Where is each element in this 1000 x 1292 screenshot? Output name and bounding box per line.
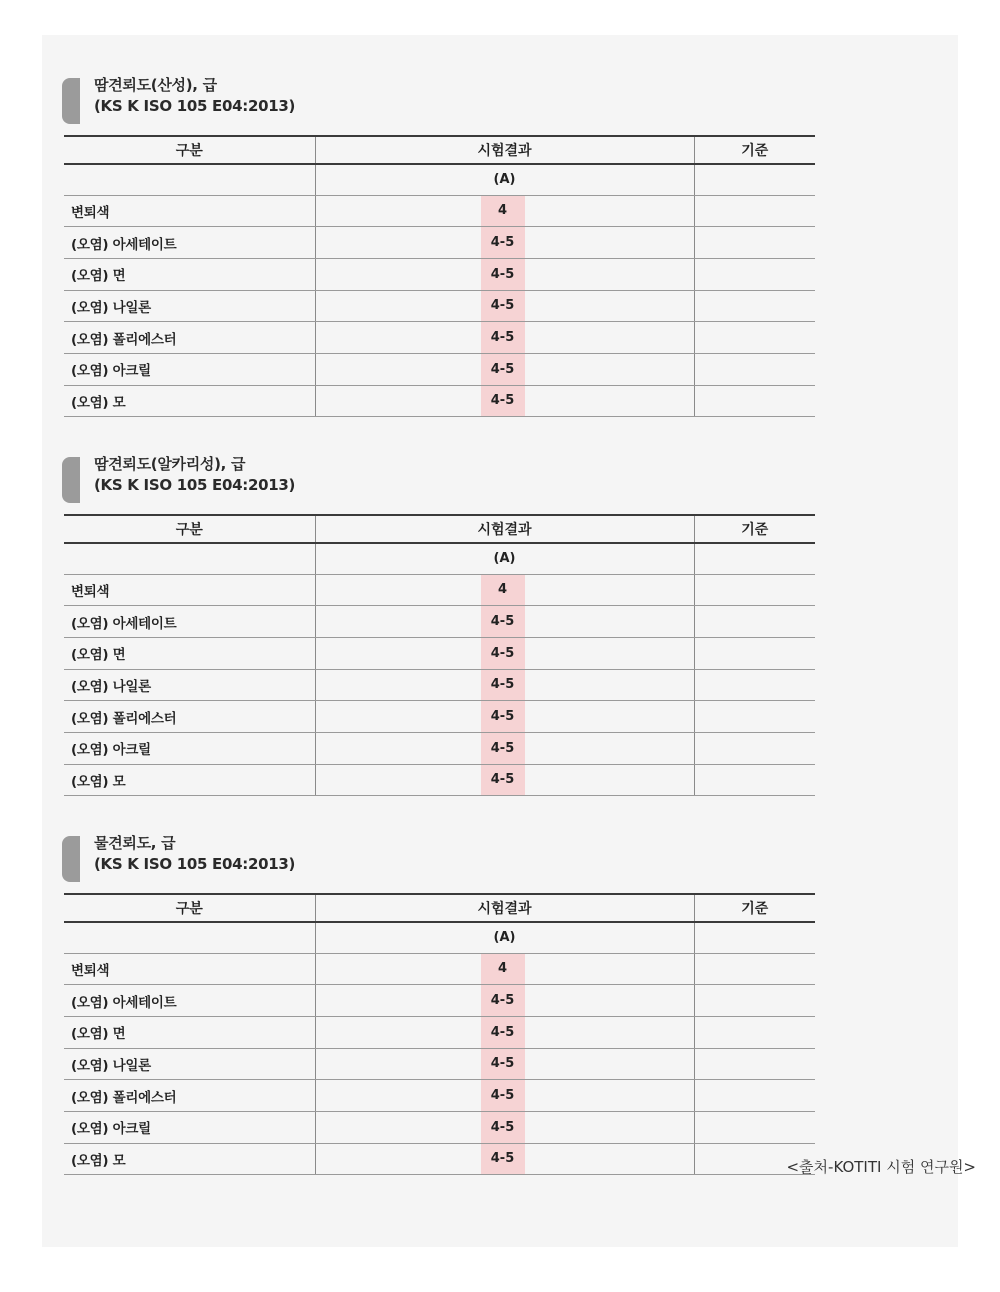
criterion-cell [694, 701, 815, 733]
row-label: (오염) 모 [64, 385, 315, 417]
result-value: 4-5 [490, 235, 515, 251]
result-cell [315, 985, 694, 1017]
result-value: 4-5 [490, 993, 515, 1009]
result-cell [315, 353, 694, 385]
result-table [64, 893, 815, 1175]
sample-label: (A) [315, 922, 694, 953]
criterion-cell [694, 290, 815, 322]
row-label: (오염) 나일론 [64, 290, 315, 322]
result-cell [315, 764, 694, 796]
result-cell [315, 701, 694, 733]
criterion-cell [694, 1111, 815, 1143]
header-test-result: 시험결과 [315, 136, 694, 164]
criterion-cell [694, 1016, 815, 1048]
result-value: 4-5 [490, 1088, 515, 1104]
row-label: 변퇴색 [64, 574, 315, 606]
table-row [64, 290, 815, 322]
row-label: (오염) 면 [64, 258, 315, 290]
section-heading [64, 832, 815, 882]
row-label: (오염) 폴리에스터 [64, 701, 315, 733]
header-test-result: 시험결과 [315, 515, 694, 543]
row-label: (오염) 아세테이트 [64, 227, 315, 259]
heading-marker [62, 457, 80, 503]
table-row [64, 985, 815, 1017]
result-value: 4-5 [490, 393, 515, 409]
row-label: (오염) 폴리에스터 [64, 1080, 315, 1112]
source-note: <출처-KOTITI 시험 연구원> [786, 1158, 976, 1176]
table-row [64, 1016, 815, 1048]
table-row [64, 637, 815, 669]
row-label: (오염) 아세테이트 [64, 606, 315, 638]
criterion-cell [694, 258, 815, 290]
header-criterion: 기준 [694, 894, 815, 922]
header-criterion: 기준 [694, 136, 815, 164]
sample-label: (A) [315, 164, 694, 195]
criterion-cell [694, 1048, 815, 1080]
section-title: 땀견뢰도(알카리성), 급 [94, 455, 246, 473]
result-cell [315, 195, 694, 227]
result-value: 4-5 [490, 772, 515, 788]
result-cell [315, 385, 694, 417]
result-cell [315, 606, 694, 638]
row-label: 변퇴색 [64, 195, 315, 227]
row-label: (오염) 모 [64, 764, 315, 796]
table-row [64, 669, 815, 701]
result-value: 4-5 [490, 614, 515, 630]
result-value: 4-5 [490, 266, 515, 282]
header-category: 구분 [64, 894, 315, 922]
row-label: (오염) 모 [64, 1143, 315, 1175]
criterion-cell [694, 764, 815, 796]
heading-marker [62, 836, 80, 882]
result-cell [315, 953, 694, 985]
test-section [64, 74, 815, 411]
table-row [64, 258, 815, 290]
result-cell [315, 732, 694, 764]
result-cell [315, 1048, 694, 1080]
criterion-cell [694, 195, 815, 227]
row-label: (오염) 아세테이트 [64, 985, 315, 1017]
criterion-cell [694, 574, 815, 606]
row-label: (오염) 면 [64, 637, 315, 669]
result-value: 4 [497, 582, 508, 598]
criterion-cell [694, 985, 815, 1017]
table-row [64, 353, 815, 385]
table-row [64, 385, 815, 417]
result-value: 4-5 [490, 361, 515, 377]
result-cell [315, 290, 694, 322]
table-row [64, 606, 815, 638]
criterion-cell [694, 1080, 815, 1112]
result-cell [315, 574, 694, 606]
section-standard: (KS K ISO 105 E04:2013) [94, 97, 296, 115]
table-row [64, 1048, 815, 1080]
result-value: 4 [497, 203, 508, 219]
criterion-cell [694, 227, 815, 259]
criterion-cell [694, 637, 815, 669]
result-table [64, 135, 815, 417]
criterion-cell [694, 953, 815, 985]
section-title: 땀견뢰도(산성), 급 [94, 76, 217, 94]
criterion-cell [694, 353, 815, 385]
criterion-cell [694, 732, 815, 764]
result-value: 4-5 [490, 1119, 515, 1135]
row-label: (오염) 폴리에스터 [64, 322, 315, 354]
table-row [64, 1080, 815, 1112]
table-row [64, 701, 815, 733]
heading-marker [62, 78, 80, 124]
result-cell [315, 637, 694, 669]
result-value: 4-5 [490, 677, 515, 693]
test-section [64, 453, 815, 790]
table-row [64, 1143, 815, 1175]
result-value: 4-5 [490, 1024, 515, 1040]
table-row [64, 953, 815, 985]
criterion-cell [694, 322, 815, 354]
section-standard: (KS K ISO 105 E04:2013) [94, 855, 296, 873]
result-value: 4-5 [490, 1151, 515, 1167]
sample-label: (A) [315, 543, 694, 574]
row-label: 변퇴색 [64, 953, 315, 985]
result-value: 4-5 [490, 330, 515, 346]
header-category: 구분 [64, 136, 315, 164]
criterion-cell [694, 669, 815, 701]
table-row [64, 227, 815, 259]
result-cell [315, 227, 694, 259]
result-cell [315, 1143, 694, 1175]
result-value: 4-5 [490, 1056, 515, 1072]
row-label: (오염) 아크릴 [64, 732, 315, 764]
result-value: 4-5 [490, 709, 515, 725]
test-section [64, 832, 815, 1169]
table-row [64, 732, 815, 764]
row-label: (오염) 나일론 [64, 1048, 315, 1080]
result-value: 4-5 [490, 740, 515, 756]
result-cell [315, 1080, 694, 1112]
header-criterion: 기준 [694, 515, 815, 543]
table-row [64, 195, 815, 227]
section-heading [64, 453, 815, 503]
table-row [64, 574, 815, 606]
result-table [64, 514, 815, 796]
row-label: (오염) 아크릴 [64, 1111, 315, 1143]
header-test-result: 시험결과 [315, 894, 694, 922]
criterion-cell [694, 606, 815, 638]
result-cell [315, 669, 694, 701]
row-label: (오염) 아크릴 [64, 353, 315, 385]
row-label: (오염) 면 [64, 1016, 315, 1048]
table-row [64, 1111, 815, 1143]
result-cell [315, 322, 694, 354]
table-row [64, 764, 815, 796]
section-standard: (KS K ISO 105 E04:2013) [94, 476, 296, 494]
section-heading [64, 74, 815, 124]
result-cell [315, 1111, 694, 1143]
result-cell [315, 1016, 694, 1048]
section-title: 물견뢰도, 급 [94, 834, 176, 852]
result-cell [315, 258, 694, 290]
header-category: 구분 [64, 515, 315, 543]
criterion-cell [694, 385, 815, 417]
table-row [64, 322, 815, 354]
row-label: (오염) 나일론 [64, 669, 315, 701]
result-value: 4 [497, 961, 508, 977]
result-value: 4-5 [490, 298, 515, 314]
result-value: 4-5 [490, 645, 515, 661]
